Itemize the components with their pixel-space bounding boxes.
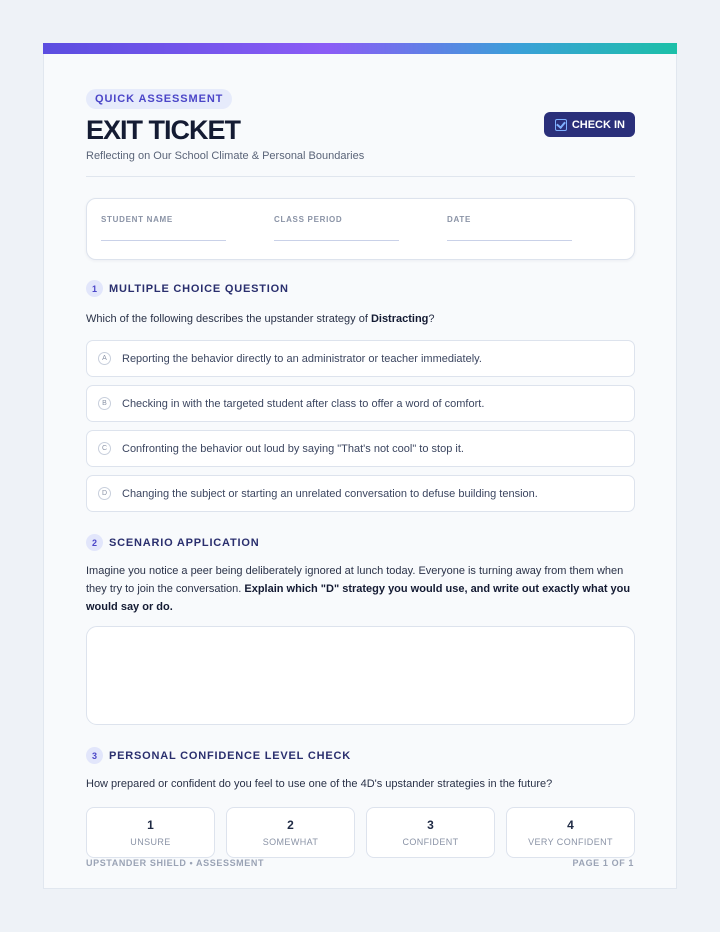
footer-brand: UPSTANDER SHIELD • ASSESSMENT xyxy=(86,858,265,868)
exit-ticket-sheet xyxy=(43,43,677,889)
prompt-bold: Explain which "D" strategy you would use, and write out exactly what you would say or do. xyxy=(86,583,631,613)
scale-number: 3 xyxy=(427,818,434,832)
student-info-card xyxy=(86,198,635,260)
confidence-scale xyxy=(86,807,635,858)
student-name-field[interactable] xyxy=(101,215,274,259)
page-title: EXIT TICKET xyxy=(86,115,241,145)
prompt-bold: Distracting xyxy=(370,313,429,325)
question-3-prompt: How prepared or confident do you feel to use one of the 4D's upstander strategies in the future? xyxy=(86,778,553,790)
section-number: 1 xyxy=(86,280,103,297)
checkbox-icon xyxy=(555,119,567,131)
field-label: CLASS PERIOD xyxy=(274,215,343,224)
field-line xyxy=(101,240,226,241)
page-footer xyxy=(86,858,634,868)
accent-bar xyxy=(43,43,677,54)
option-letter: D xyxy=(98,487,111,500)
scale-number: 4 xyxy=(567,818,574,832)
confidence-option-3[interactable] xyxy=(366,807,495,858)
options-list xyxy=(86,340,635,512)
prompt-text: Imagine you notice a peer being deliberately ignored at lunch today. Everyone is turning away from them when they try to join the conversation. xyxy=(86,565,624,595)
section-title: PERSONAL CONFIDENCE LEVEL CHECK xyxy=(109,749,351,762)
option-text: Confronting the behavior out loud by saying "That's not cool" to stop it. xyxy=(122,442,464,455)
option-letter: B xyxy=(98,397,111,410)
section-number: 3 xyxy=(86,747,103,764)
field-label: DATE xyxy=(447,215,471,224)
option-b[interactable] xyxy=(86,385,635,422)
scale-number: 1 xyxy=(147,818,154,832)
field-label: STUDENT NAME xyxy=(101,215,173,224)
scale-number: 2 xyxy=(287,818,294,832)
option-d[interactable] xyxy=(86,475,635,512)
section-title: MULTIPLE CHOICE QUESTION xyxy=(109,282,289,295)
sheet-content xyxy=(86,89,635,858)
section-header-3 xyxy=(86,747,635,764)
section-number: 2 xyxy=(86,534,103,551)
scale-label: VERY CONFIDENT xyxy=(528,837,613,847)
divider xyxy=(86,176,635,177)
option-text: Changing the subject or starting an unrelated conversation to defuse building tension. xyxy=(122,487,538,500)
question-1-prompt xyxy=(86,310,635,328)
confidence-option-4[interactable] xyxy=(506,807,635,858)
option-a[interactable] xyxy=(86,340,635,377)
option-c[interactable] xyxy=(86,430,635,467)
scale-label: UNSURE xyxy=(130,837,171,847)
option-text: Checking in with the targeted student after class to offer a word of comfort. xyxy=(122,397,485,410)
confidence-option-1[interactable] xyxy=(86,807,215,858)
scenario-answer-box[interactable] xyxy=(86,626,635,725)
footer-page-number: PAGE 1 OF 1 xyxy=(572,858,634,868)
field-line xyxy=(274,240,399,241)
prompt-text: ? xyxy=(428,313,435,325)
check-in-button[interactable] xyxy=(544,112,635,137)
field-line xyxy=(447,240,572,241)
scale-label: CONFIDENT xyxy=(402,837,459,847)
option-letter: C xyxy=(98,442,111,455)
check-in-label: CHECK IN xyxy=(571,118,625,131)
date-field[interactable] xyxy=(447,215,620,259)
assessment-badge: QUICK ASSESSMENT xyxy=(86,89,232,109)
section-header-1 xyxy=(86,280,635,297)
section-header-2 xyxy=(86,534,635,551)
confidence-option-2[interactable] xyxy=(226,807,355,858)
prompt-text: Which of the following describes the upstander strategy of xyxy=(86,313,371,325)
scale-label: SOMEWHAT xyxy=(262,837,319,847)
question-2-prompt xyxy=(86,562,635,616)
page-subtitle: Reflecting on Our School Climate & Personal Boundaries xyxy=(86,150,365,162)
class-period-field[interactable] xyxy=(274,215,447,259)
option-text: Reporting the behavior directly to an administrator or teacher immediately. xyxy=(122,352,482,365)
option-letter: A xyxy=(98,352,111,365)
section-title: SCENARIO APPLICATION xyxy=(109,536,260,549)
